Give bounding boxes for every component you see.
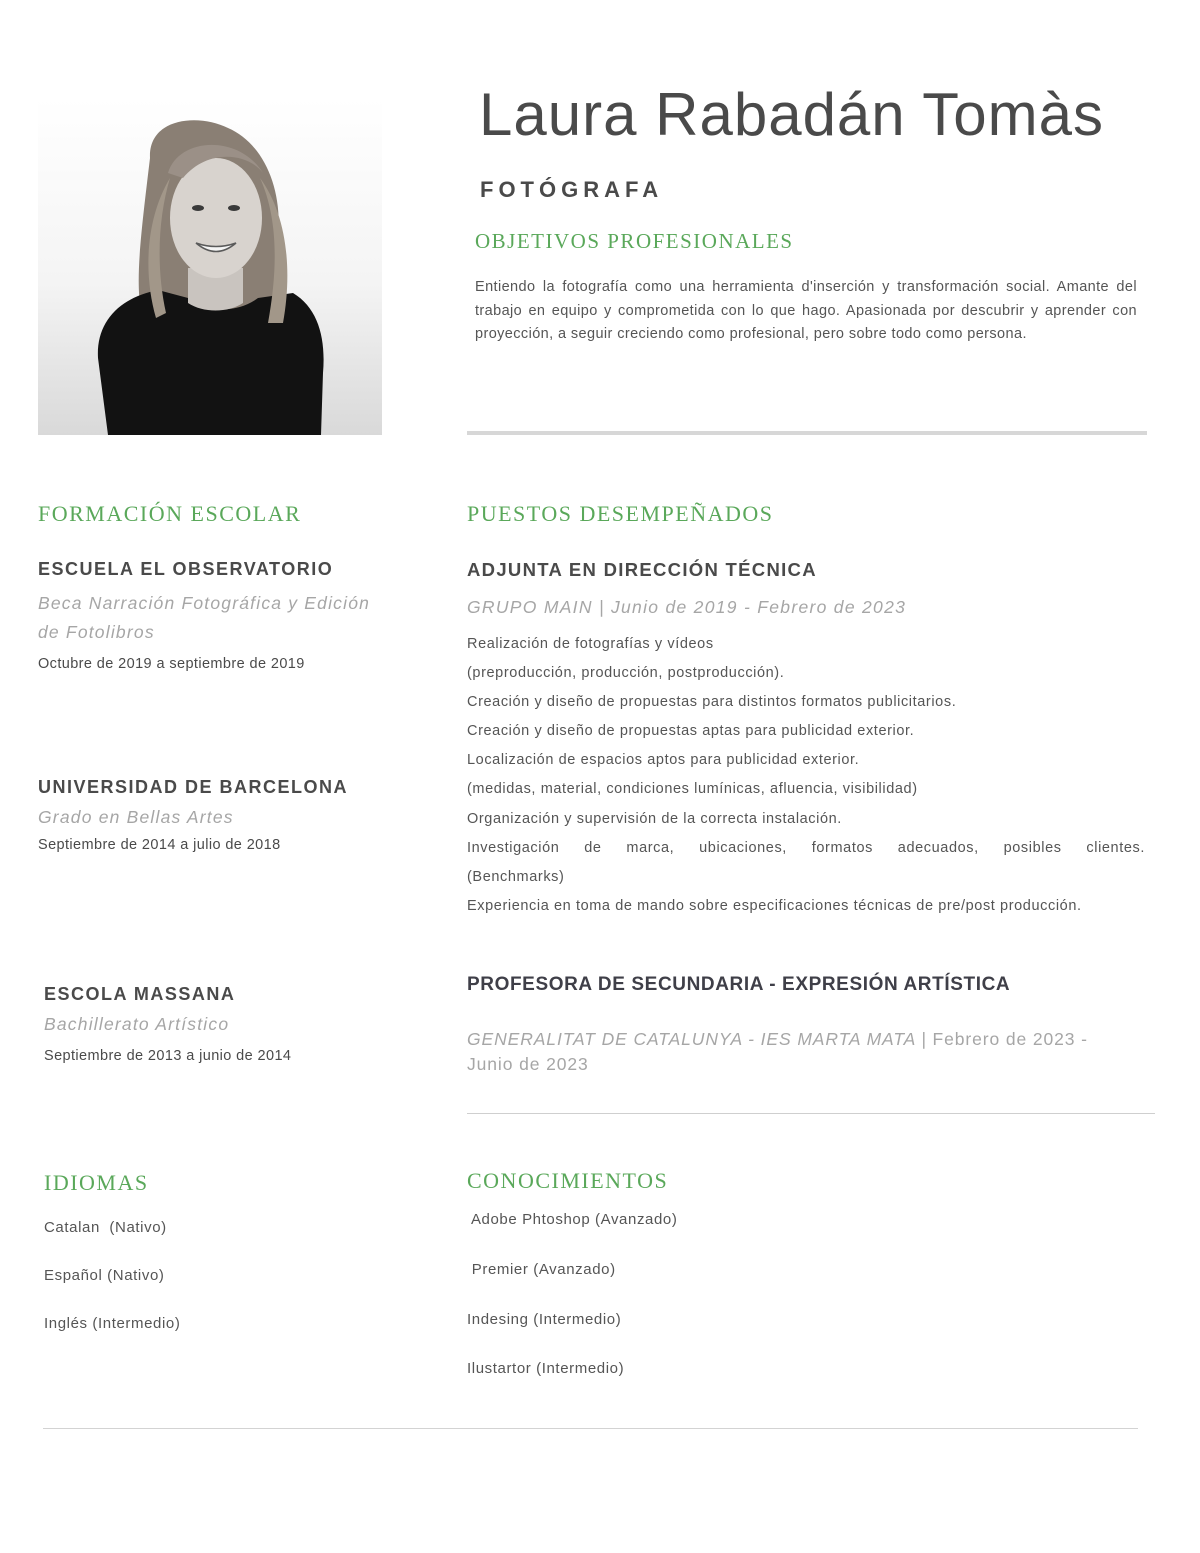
jobs-heading: PUESTOS DESEMPEÑADOS (467, 501, 774, 526)
education-degree: Grado en Bellas Artes (38, 807, 234, 827)
job-duties-list (467, 630, 1145, 921)
job-meta: GRUPO MAIN | Junio de 2019 - Febrero de 2023 (467, 597, 907, 617)
education-school: ESCUELA EL OBSERVATORIO (38, 559, 334, 579)
education-dates: Septiembre de 2013 a junio de 2014 (44, 1048, 292, 1064)
full-name: Laura Rabadán Tomàs (479, 81, 1104, 148)
education-school: UNIVERSIDAD DE BARCELONA (38, 777, 349, 797)
footer-divider (43, 1428, 1138, 1429)
skill-item: Indesing (Intermedio) (467, 1311, 622, 1328)
job-duty-item: Localización de espacios aptos para publicidad exterior. (467, 752, 860, 769)
job-title: PROFESORA DE SECUNDARIA - EXPRESIÓN ARTÍSTICA (467, 974, 1011, 995)
job-duty-item: (Benchmarks) (467, 868, 565, 885)
education-degree: Bachillerato Artístico (44, 1014, 230, 1034)
job-duty-item: Creación y diseño de propuestas aptas para publicidad exterior. (467, 723, 915, 740)
job-employer: GENERALITAT DE CATALUNYA - IES MARTA MATA | (467, 1029, 927, 1049)
job-meta (467, 1027, 1117, 1077)
objectives-heading: OBJETIVOS PROFESIONALES (475, 229, 794, 253)
job-dates: Febrero de 2023 - Junio de 2023 (467, 1029, 1088, 1074)
languages-heading: IDIOMAS (44, 1170, 149, 1195)
education-heading: FORMACIÓN ESCOLAR (38, 501, 302, 526)
objectives-text: Entiendo la fotografía como una herramienta d'inserción y transformación social. Amante del trabajo en equipo y comprometida con lo que hago. Apasionada por descubrir y aprender con proyección, a seguir creciendo como profesional, pero sobre todo como persona. (475, 279, 1137, 342)
profile-photo (38, 98, 382, 435)
header-divider (467, 431, 1147, 435)
language-item: Español (Nativo) (44, 1267, 165, 1284)
education-degree: Beca Narración Fotográfica y Edición de Fotolibros (38, 593, 371, 642)
job-role: FOTÓGRAFA (480, 177, 664, 202)
skill-item: Adobe Phtoshop (Avanzado) (467, 1211, 678, 1228)
job-duty-item: Creación y diseño de propuestas para distintos formatos publicitarios. (467, 694, 957, 711)
jobs-divider (467, 1113, 1155, 1114)
skills-heading: CONOCIMIENTOS (467, 1168, 669, 1193)
education-school: ESCOLA MASSANA (44, 984, 236, 1004)
education-dates: Septiembre de 2014 a julio de 2018 (38, 837, 281, 853)
job-duty-item: Experiencia en toma de mando sobre especificaciones técnicas de pre/post producción. (467, 897, 1082, 914)
job-duty-item: (medidas, material, condiciones lumínicas, afluencia, visibilidad) (467, 781, 918, 798)
language-item: Inglés (Intermedio) (44, 1315, 181, 1332)
job-duty-item: Investigación de marca, ubicaciones, formatos adecuados, posibles clientes. (467, 839, 1145, 856)
job-duty-item: (preproducción, producción, postproducción). (467, 665, 785, 682)
skill-item: Premier (Avanzado) (467, 1261, 616, 1278)
job-title: ADJUNTA EN DIRECCIÓN TÉCNICA (467, 559, 817, 580)
job-duty-item: Realización de fotografías y vídeos (467, 636, 714, 652)
job-duty-item: Organización y supervisión de la correcta instalación. (467, 810, 842, 827)
skill-item: Ilustartor (Intermedio) (467, 1360, 625, 1377)
education-dates: Octubre de 2019 a septiembre de 2019 (38, 656, 305, 672)
language-item: Catalan (Nativo) (44, 1219, 167, 1236)
